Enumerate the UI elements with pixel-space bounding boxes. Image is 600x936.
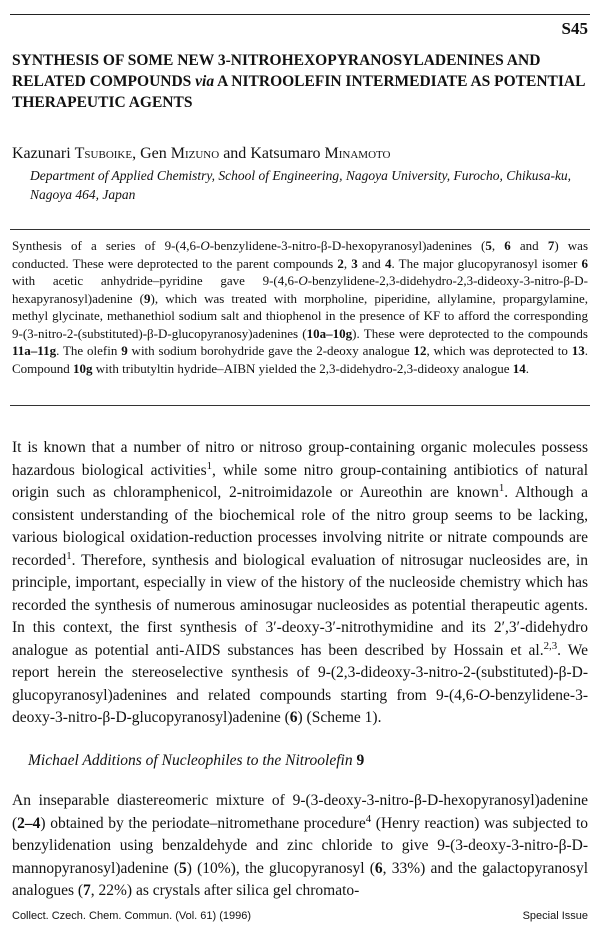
intro-paragraph [12,437,588,730]
section-paragraph [12,790,588,903]
abstract-text-run: 7 [547,238,555,253]
author-3-family: Minamoto [324,145,391,162]
article-title [12,50,588,113]
abstract-bottom-rule [10,405,590,406]
body1-text-run: . We report herein the stereoselective synthesis of 9-(2,3-dideoxy-3-nitro-2-(substituted)-β- [12,641,588,681]
body2-text-run: 2–4 [17,814,41,832]
header-rule [10,14,590,15]
abstract-text-run: -benzylidene-3-nitro-β- [209,238,332,253]
author-3-given: Katsumaro [250,145,325,162]
section-heading [28,752,364,770]
abstract-text-run: ). These were deprotected to the compounds [352,325,588,341]
title-italic: via [195,73,215,90]
abstract-text-run: O [200,238,210,253]
author-separator: , [132,145,141,162]
abstract-text-run: 6 [504,238,511,253]
abstract-text-run: 2 [337,255,344,271]
body1-text-run: 1 [498,481,505,494]
abstract-text-run: with sodium borohydride gave the 2-deoxy analogue [127,343,414,358]
body2-text-run: ) obtained by the periodate–nitromethane procedure [40,814,366,832]
abstract-text-run: ), which was treated with morpholine, piperidine, allylamine, propargylamine, methyl glycinate, methanethiol sodium salt and thiophenol in the presence of KF to afford the corresponding 9-(3-nitro-2-(substituted)-β- [12,290,588,341]
abstract-text-run: 9 [144,290,151,306]
abstract-text-run: 3 [351,255,358,271]
abstract-text-run: -hexopyranosyl)adenines ( [341,238,486,253]
body2-text-run: 5 [179,859,187,877]
abstract-text-run: and [357,255,385,271]
abstract-text-run: . The major glucopyranosyl isomer [391,255,582,271]
body1-text-run: -glucopyranosyl)adenines and related compounds starting from 9-(4,6- [12,664,588,704]
abstract-text-run: , [343,255,352,271]
body2-text-run: 7 [83,882,91,899]
body1-text-run: -benzylidene-3-deoxy-3-nitro-β- [12,686,588,726]
abstract-text-run: 9 [121,343,128,358]
body1-text-run: It is known that a number of nitro or nitroso group-containing organic molecules possess hazardous biological activities [12,439,588,479]
body1-text-run: , while some nitro group-containing antibiotics of natural origin such as chloramphenicol, 2-nitroimidazole or Aureothin are known [12,461,588,501]
abstract-text-run: -benzylidene-2,3-didehydro-2,3-dideoxy-3-nitro-β- [307,273,575,288]
body2-text-run: (Henry reaction) was subjected to benzylidenation using benzaldehyde and zinc chloride to give 9-(3-deoxy-3-nitro-β- [12,814,589,854]
body2-text-run: 4 [365,812,372,825]
section-heading-number: 9 [356,752,365,769]
body2-text-run: D [427,792,439,809]
body1-text-run: 6 [289,709,298,726]
abstract-text-run: D [157,325,168,341]
body1-text-run: ) (Scheme 1). [297,709,382,726]
footer-citation: Collect. Czech. Chem. Commun. (Vol. 61) (1996) [12,910,252,922]
title-part-1: SYNTHESIS OF SOME NEW 3-NITROHEXOPYRANOSYLADENINES AND RELATED COMPOUNDS [12,52,541,90]
title-part-2: A NITROOLEFIN INTERMEDIATE AS POTENTIAL THERAPEUTIC AGENTS [12,73,585,111]
body2-text-run: An inseparable diastereomeric mixture of 9-(3-deoxy-3-nitro-β- [12,792,428,809]
abstract-text-run: . [525,360,530,376]
body2-text-run: -mannopyranosyl)adenine ( [12,837,588,877]
abstract-text-run: 13 [571,343,585,358]
section-heading-text: Michael Additions of Nucleophiles to the Nitroolefin [28,752,353,769]
abstract-text-run: with tributyltin hydride–AIBN yielded the 2,3-didehydro-2,3-dideoxy analogue [92,360,513,376]
abstract-text-run: O [298,273,308,288]
author-1-given: Kazunari [12,145,75,162]
body1-text-run: . Although a consistent understanding of the biochemical role of the nitro group seems to be lacking, various biological oxidation-reduction processes involving nitrite or nitrate compounds are recorded [12,484,588,569]
body1-text-run: O [478,686,490,704]
abstract-text-run: 5 [485,238,492,253]
abstract-text-run: D [574,273,584,288]
abstract-text-run: , [491,238,505,253]
body2-text-run: , 22%) as crystals after silica gel chromato- [90,882,360,899]
body1-text-run: 1 [66,549,72,562]
abstract-text-run: -hexapyranosyl)adenine ( [12,273,588,306]
abstract-text-run: . The olefin [56,343,122,358]
abstract-text-run: 12 [413,343,427,358]
abstract-text-run: . Compound [12,343,588,376]
page-number: S45 [561,19,588,38]
body1-text-run: D [115,709,127,726]
abstract-text-run: Synthesis of a series of 9-(4,6- [12,238,201,253]
body2-text-run: D [571,837,583,854]
abstract-text-run: with acetic anhydride–pyridine gave 9-(4,6- [12,273,299,288]
abstract-text-run: -glucopyranosy)adenines ( [167,325,307,341]
author-2-family: Mizuno [170,145,220,162]
abstract-text-run: and [510,238,548,253]
abstract-text-run: , which was deprotected to [426,343,572,358]
abstract-text-run: 10g [73,360,93,376]
abstract-text-run: ) was conducted. These were deprotected to the parent compounds [12,238,589,271]
body1-text-run: -glucopyranosyl)adenine ( [126,709,290,726]
author-separator: and [219,145,251,162]
body1-text-run: . Therefore, synthesis and biological evaluation of nitrosugar nucleosides are, in principle, important, especially in view of the history of the nucleoside chemistry which has recorded the synthesis of numerous aminosugar nucleosides as potential therapeutic agents. In this context, the first synthesis of 3′-deoxy-3′-nitrothymidine and its 2′,3′-didehydro analogue as potential anti-AIDS substances has been described by Hossain et al. [12,551,588,659]
body1-text-run: D [571,664,583,681]
abstract-text-run: 6 [581,255,588,271]
body1-text-run: 2,3 [543,639,558,652]
abstract-text-run: 10a–10g [306,325,353,341]
abstract-top-rule [10,229,590,230]
author-2-given: Gen [140,145,171,162]
author-1-family: Tsuboike [74,145,133,162]
body2-text-run: -hexopyranosyl)adenine ( [12,792,588,832]
affiliation: Department of Applied Chemistry, School of Engineering, Nagoya University, Furocho, Chikusa-ku, Nagoya 464, Japan [30,168,572,202]
body2-text-run: ) (10%), the glucopyranosyl ( [186,859,375,877]
body1-text-run: 1 [206,459,213,472]
abstract-text-run: 4 [384,255,392,271]
abstract-text-run: D [331,238,342,253]
body2-text-run: , 33%) and the galactopyranosyl analogues ( [12,859,588,899]
footer-issue: Special Issue [522,910,588,922]
abstract-text-run: 14 [512,360,526,376]
author-list [12,145,390,163]
abstract-text-run: 11a–11g [12,343,57,358]
body2-text-run: 6 [374,859,383,877]
abstract [12,237,588,377]
